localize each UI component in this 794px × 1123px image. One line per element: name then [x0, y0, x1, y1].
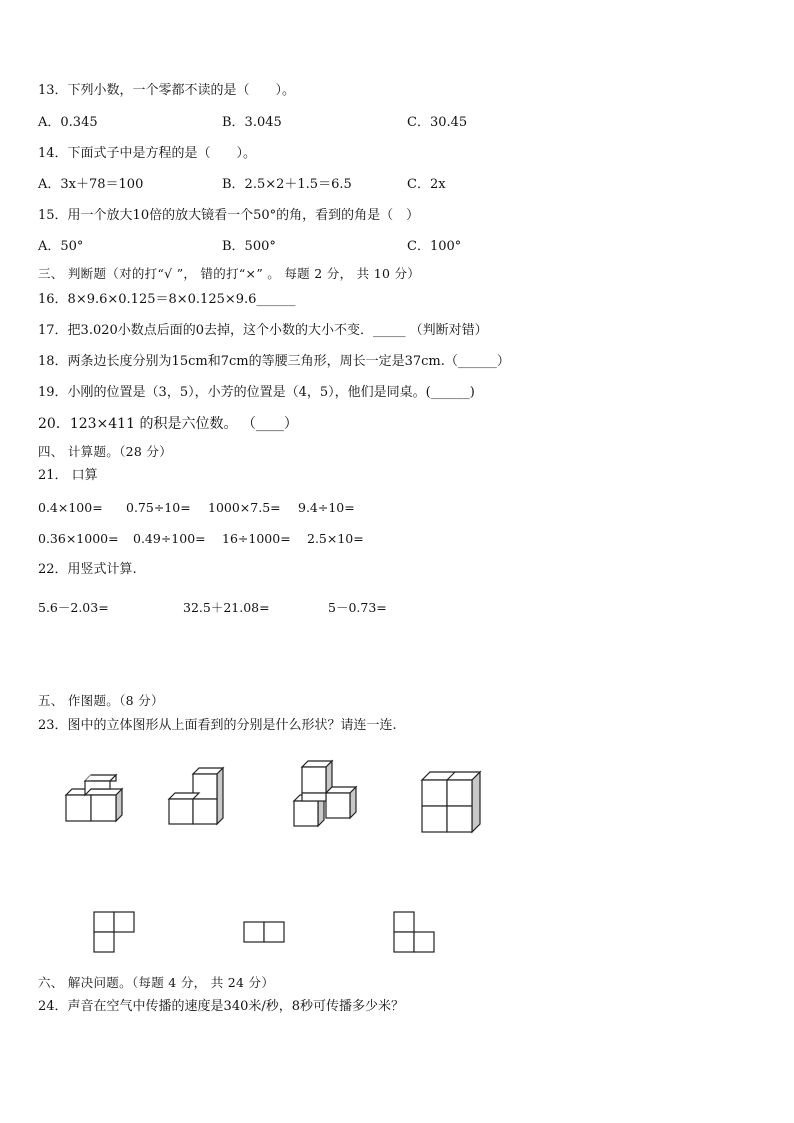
top-view-shape-1 [93, 911, 137, 955]
q13-option-c: C．30.45 [407, 115, 468, 130]
oral-calc-item: 1000×7.5= [208, 500, 281, 515]
section-heading-calculation: 四、 计算题。（28 分） [38, 444, 173, 459]
section-heading-problem-solving: 六、 解决问题。（每题 4 分， 共 24 分） [38, 975, 275, 990]
top-view-shape-3 [393, 911, 437, 955]
q15-option-a: A．50° [38, 239, 84, 254]
section-heading-judgement: 三、 判断题（对的打“√ ”， 错的打“×” 。 每题 2 分， 共 10 分） [38, 266, 421, 281]
vertical-calc-item: 5.6－2.03= [38, 600, 109, 615]
q13-option-b: B．3.045 [222, 115, 282, 130]
section-heading-drawing: 五、 作图题。（8 分） [38, 693, 164, 708]
question-19: 19．小刚的位置是（3，5），小芳的位置是（4，5），他们是同桌。(______) [38, 385, 475, 400]
solid-figure-1 [60, 775, 130, 827]
oral-calc-item: 0.75÷10= [126, 500, 191, 515]
vertical-calc-item: 5－0.73= [328, 600, 387, 615]
top-view-shape-2 [243, 921, 287, 945]
question-17: 17．把3.020小数点后面的0去掉，这个小数的大小不变．_____ （判断对错） [38, 323, 488, 338]
solid-figure-2 [163, 764, 235, 830]
oral-calc-item: 0.4×100= [38, 500, 103, 515]
oral-calc-item: 0.36×1000= [38, 531, 119, 546]
question-13: 13．下列小数，一个零都不读的是（ ）。 [38, 83, 296, 98]
oral-calc-item: 0.49÷100= [133, 531, 206, 546]
solid-figure-4 [418, 768, 488, 836]
question-23: 23．图中的立体图形从上面看到的分别是什么形状？请连一连. [38, 718, 397, 733]
question-15: 15．用一个放大10倍的放大镜看一个50°的角，看到的角是（ ） [38, 208, 420, 223]
oral-calc-item: 2.5×10= [307, 531, 364, 546]
vertical-calc-item: 32.5＋21.08= [183, 600, 270, 615]
question-21-title: 21． 口算 [38, 468, 98, 483]
q15-option-b: B．500° [222, 239, 276, 254]
q14-option-c: C．2x [407, 177, 446, 192]
oral-calc-item: 9.4÷10= [298, 500, 355, 515]
q14-option-a: A．3x＋78＝100 [38, 177, 144, 192]
solid-figure-3 [290, 760, 366, 830]
question-18: 18．两条边长度分别为15cm和7cm的等腰三角形，周长一定是37cm.（______） [38, 354, 510, 369]
question-22-title: 22．用竖式计算. [38, 562, 137, 577]
question-24: 24．声音在空气中传播的速度是340米/秒，8秒可传播多少米？ [38, 999, 405, 1014]
question-16: 16．8×9.6×0.125＝8×0.125×9.6______ [38, 292, 296, 307]
q15-option-c: C．100° [407, 239, 462, 254]
q14-option-b: B．2.5×2＋1.5＝6.5 [222, 177, 352, 192]
oral-calc-item: 16÷1000= [222, 531, 291, 546]
q13-option-a: A．0.345 [38, 115, 98, 130]
question-20: 20．123×411 的积是六位数。 （____） [38, 416, 298, 432]
question-14: 14．下面式子中是方程的是（ ）。 [38, 146, 257, 161]
